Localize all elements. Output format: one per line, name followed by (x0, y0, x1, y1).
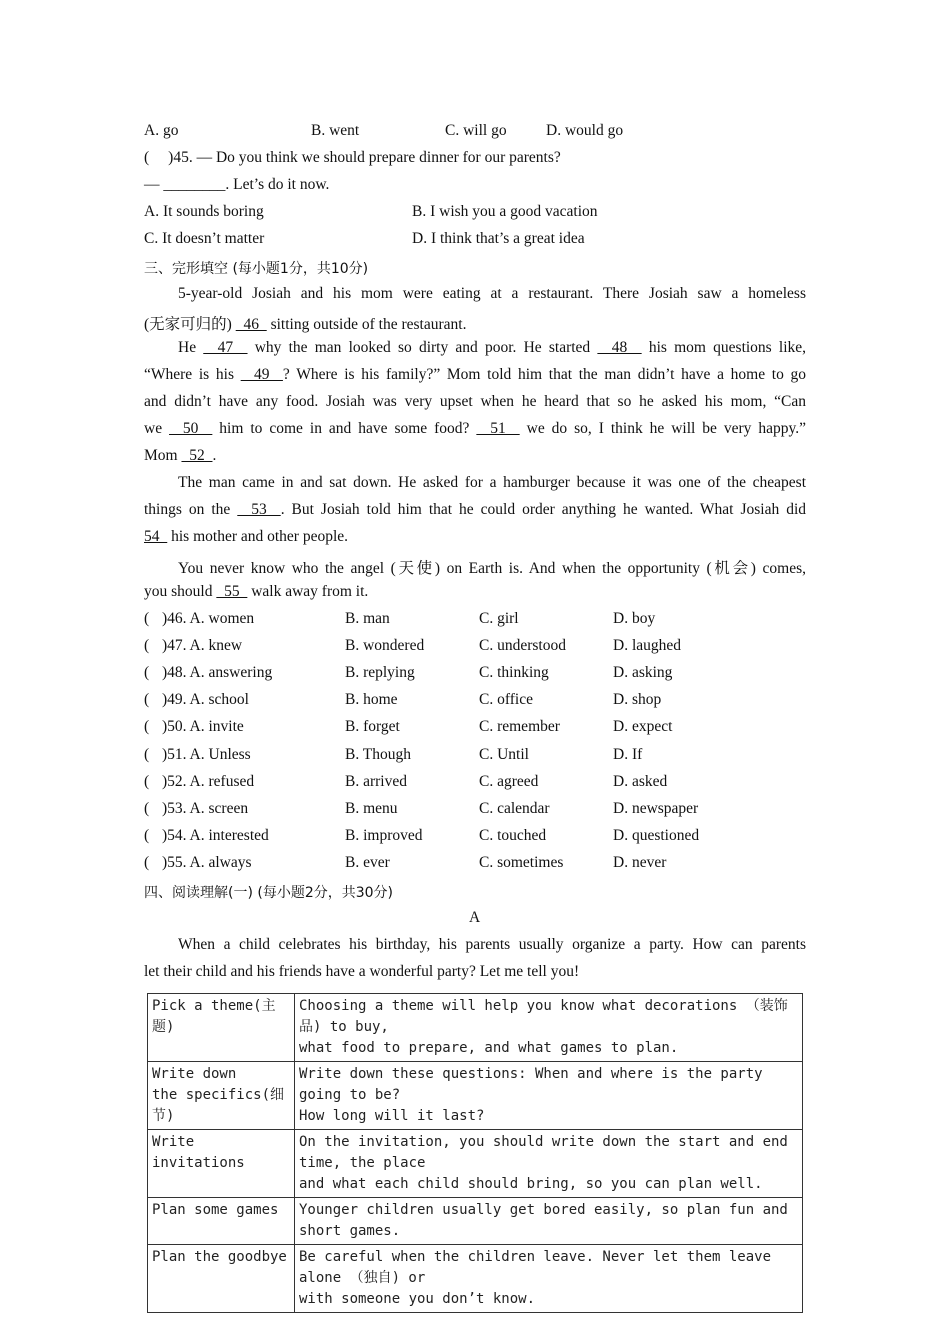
table-value-cell (295, 994, 803, 1062)
question-45-reply: — ________. Let’s do it now. (144, 176, 330, 193)
question-option-b: B. forget (345, 718, 400, 736)
question-option-d: D. asking (613, 664, 673, 682)
answer-paren: ( (144, 826, 150, 844)
table-value-text: Be careful when the children leave. Never let them leave alone （独自) or (299, 1249, 772, 1286)
table-key-text: Plan some games (152, 1202, 279, 1218)
blank-54: 54 (144, 528, 168, 545)
question-option-c: C. sometimes (479, 853, 564, 871)
question-option-d: D. laughed (613, 637, 682, 655)
table-value-cell (295, 1198, 803, 1245)
question-option-d: D. questioned (613, 826, 700, 844)
table-value-cell (295, 1062, 803, 1130)
question-option-b: B. replying (345, 664, 415, 682)
table-value-text: and what each child should bring, so you can plan well. (299, 1176, 763, 1192)
passage-line: you should 55 walk away from it. (144, 583, 369, 600)
question-option-b: B. ever (345, 853, 390, 871)
passage-line: 54 his mother and other people. (144, 528, 349, 545)
answer-paren: ( (144, 718, 150, 736)
question-option-c: C. touched (479, 826, 547, 844)
question-option-c: C. understood (479, 637, 566, 655)
blank-50: 50 (169, 420, 213, 437)
table-key-cell (148, 1198, 295, 1245)
option-b: B. went (311, 122, 360, 139)
passage-line: Mom 52 . (144, 447, 217, 464)
option-a: A. It sounds boring (144, 203, 264, 220)
table-key-text: the specifics(细节) (152, 1087, 285, 1124)
question-option-a: )50. A. invite (162, 718, 244, 736)
passage-line: (无家可归的) 46 sitting outside of the restaurant. (144, 316, 467, 333)
question-option-b: B. improved (345, 826, 423, 844)
option-b: B. I wish you a good vacation (412, 203, 598, 220)
question-option-d: D. expect (613, 718, 673, 736)
table-row (148, 1130, 803, 1198)
passage-line: let their child and his friends have a wonderful party? Let me tell you! (144, 963, 580, 980)
passage-label: A (469, 909, 481, 926)
section-3-title: 三、完形填空 (每小题1分，共10分) (144, 261, 369, 277)
answer-paren: ( (144, 745, 150, 763)
table-row (148, 994, 803, 1062)
passage-line: 5-year-old Josiah and his mom were eating at a restaurant. There Josiah saw a homeless (178, 285, 806, 302)
question-option-c: C. thinking (479, 664, 549, 682)
option-d: D. I think that’s a great idea (412, 230, 585, 247)
table-value-text: Write down these questions: When and where is the party going to be? (299, 1066, 763, 1103)
answer-paren: ( (144, 691, 150, 709)
answer-paren: ( (144, 664, 150, 682)
question-45-stem: ( )45. — Do you think we should prepare dinner for our parents? (144, 149, 561, 166)
question-option-a: )52. A. refused (162, 772, 255, 790)
question-option-c: C. agreed (479, 772, 539, 790)
question-option-a: )55. A. always (162, 853, 252, 871)
table-value-cell (295, 1130, 803, 1198)
blank-51: 51 (476, 420, 520, 437)
passage-line: things on the 53 . But Josiah told him that he could order anything he wanted. What Josiah did (144, 501, 807, 518)
table-value-text: with someone you don’t know. (299, 1291, 536, 1307)
passage-line: When a child celebrates his birthday, his parents usually organize a party. How can parents (178, 936, 806, 953)
option-c: C. will go (445, 122, 507, 139)
question-option-b: B. Though (345, 745, 412, 763)
question-option-b: B. home (345, 691, 398, 709)
question-option-a: )47. A. knew (162, 637, 243, 655)
blank-47: 47 (203, 339, 248, 356)
question-option-a: )46. A. women (162, 610, 255, 627)
table-key-text: Pick a theme(主题) (152, 998, 276, 1035)
table-value-text: Choosing a theme will help you know what decorations （装饰品) to buy, (299, 998, 788, 1035)
question-option-c: C. Until (479, 745, 529, 763)
blank-46: 46 (235, 316, 267, 333)
table-value-text: On the invitation, you should write down the start and end time, the place (299, 1134, 788, 1171)
blank-48: 48 (597, 339, 642, 356)
answer-paren: ( (144, 853, 150, 871)
table-value-cell (295, 1245, 803, 1313)
question-option-d: D. boy (613, 610, 656, 627)
question-option-c: C. office (479, 691, 533, 709)
question-option-c: C. girl (479, 610, 519, 627)
question-option-c: C. calendar (479, 799, 550, 817)
table-value-text: Younger children usually get bored easily, so plan fun and short games. (299, 1202, 788, 1239)
question-option-a: )54. A. interested (162, 826, 269, 844)
answer-paren: ( (144, 637, 150, 655)
table-value-text: How long will it last? (299, 1108, 485, 1124)
passage-line: “Where is his 49 ? Where is his family?” Mom told him that the man didn’t have a home to go (144, 366, 807, 383)
table-key-cell (148, 1130, 295, 1198)
question-option-d: D. newspaper (613, 799, 699, 817)
table-key-cell (148, 1062, 295, 1130)
question-option-d: D. shop (613, 691, 662, 709)
question-option-a: )49. A. school (162, 691, 249, 709)
question-option-a: )51. A. Unless (162, 745, 251, 763)
blank-53: 53 (237, 501, 281, 518)
table-key-text: Write invitations (152, 1134, 245, 1171)
option-c: C. It doesn’t matter (144, 230, 265, 247)
question-option-d: D. asked (613, 772, 668, 790)
answer-paren: ( (144, 772, 150, 790)
question-option-b: B. menu (345, 799, 398, 817)
question-option-a: )53. A. screen (162, 799, 249, 817)
blank-55: 55 (216, 583, 248, 600)
table-row (148, 1198, 803, 1245)
question-option-c: C. remember (479, 718, 560, 736)
table-value-text: what food to prepare, and what games to plan. (299, 1040, 679, 1056)
option-a: A. go (144, 122, 179, 139)
question-option-b: B. arrived (345, 772, 407, 790)
table-row (148, 1245, 803, 1313)
option-d: D. would go (546, 122, 624, 139)
question-option-b: B. man (345, 610, 390, 627)
table-key-cell (148, 1245, 295, 1313)
section-4-title: 四、阅读理解(一) (每小题2分，共30分) (144, 885, 394, 901)
passage-line: we 50 him to come in and have some food? 51 we do so, I think he will be very happy.” (144, 420, 806, 437)
answer-paren: ( (144, 610, 150, 627)
table-key-cell (148, 994, 295, 1062)
question-option-b: B. wondered (345, 637, 425, 655)
question-option-d: D. If (613, 745, 643, 763)
passage-line: You never know who the angel (天使) on Earth is. And when the opportunity (机会) comes, (178, 560, 806, 577)
question-option-a: )48. A. answering (162, 664, 273, 682)
answer-paren: ( (144, 799, 150, 817)
question-option-d: D. never (613, 853, 667, 871)
table-key-text: Plan the goodbye (152, 1249, 287, 1265)
passage-line: The man came in and sat down. He asked for a hamburger because it was one of the cheapest (178, 474, 806, 491)
blank-52: 52 (181, 447, 213, 464)
blank-49: 49 (240, 366, 283, 383)
party-tips-table (147, 993, 803, 1313)
passage-line: and didn’t have any food. Josiah was very upset when he heard that so he asked his mom, “Can (144, 393, 806, 410)
passage-line: He 47 why the man looked so dirty and poor. He started 48 his mom questions like, (178, 339, 807, 356)
table-row (148, 1062, 803, 1130)
table-key-text: Write down (152, 1066, 237, 1082)
